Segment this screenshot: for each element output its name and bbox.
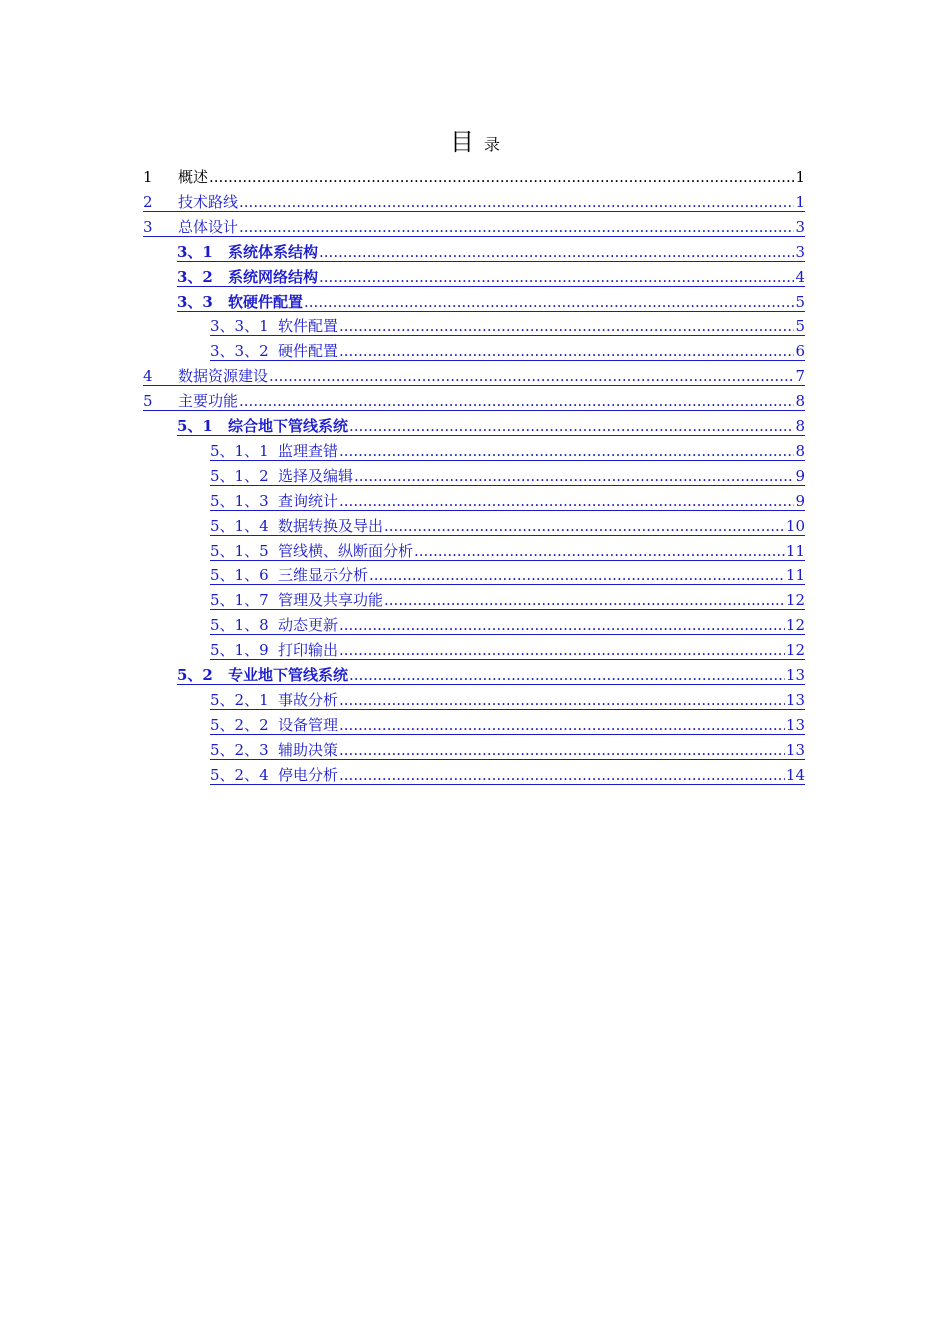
toc-entry-page-number: 4: [795, 267, 805, 286]
toc-entry-label: 技术路线: [178, 192, 239, 211]
toc-entry[interactable]: [143, 385, 805, 411]
toc-dot-leader: [354, 467, 794, 485]
toc-entry-number: 3、3、1: [210, 317, 269, 336]
toc-entry[interactable]: [210, 510, 805, 536]
toc-entry-number: 5、2: [177, 666, 213, 684]
toc-entry-label: 选择及编辑: [278, 466, 354, 485]
toc-entry[interactable]: [177, 410, 805, 436]
toc-dot-leader: [414, 542, 785, 560]
toc-entry[interactable]: [210, 609, 805, 635]
toc-entry[interactable]: [210, 435, 805, 461]
toc-entry-number: 3、3、2: [210, 342, 269, 361]
toc-entry-label: 综合地下管线系统: [228, 417, 349, 435]
toc-dot-leader: [269, 367, 794, 385]
toc-entry-page-number: 9: [795, 466, 805, 485]
toc-entry-number: 5、1、2: [210, 466, 269, 485]
toc-entry-label: 概述: [178, 168, 209, 186]
toc-entry[interactable]: [143, 211, 805, 237]
toc-entry[interactable]: [210, 535, 805, 561]
toc-entry-page-number: 12: [785, 641, 805, 660]
toc-entry-page-number: 7: [795, 367, 805, 386]
toc-dot-leader: [339, 716, 785, 734]
toc-dot-leader: [339, 442, 794, 460]
toc-entry-label: 动态更新: [278, 616, 339, 635]
toc-entry[interactable]: [210, 709, 805, 735]
toc-entry-page-number: 8: [795, 441, 805, 460]
toc-dot-leader: [319, 268, 794, 286]
toc-entry-number: 5、2、1: [210, 690, 269, 709]
toc-entry[interactable]: [210, 559, 805, 585]
toc-entry-number: 5、1、9: [210, 641, 269, 660]
toc-entry-label: 数据转换及导出: [278, 516, 384, 535]
toc-entry-page-number: 1: [795, 192, 805, 211]
toc-entry-label: 设备管理: [278, 715, 339, 734]
toc-entry-label: 系统体系结构: [228, 242, 319, 261]
toc-entry-label: 监理查错: [278, 441, 339, 460]
toc-dot-leader: [349, 666, 785, 684]
toc-title-main: 目: [449, 128, 474, 156]
toc-entry[interactable]: [210, 584, 805, 610]
toc-entry-number: 4: [143, 367, 153, 386]
toc-dot-leader: [369, 566, 785, 584]
toc-entry: [143, 161, 805, 186]
toc-entry-page-number: 5: [795, 292, 805, 311]
toc-entry-label: 专业地下管线系统: [228, 666, 349, 684]
toc-entry-number: 5、2、2: [210, 715, 269, 734]
toc-dot-leader: [384, 517, 785, 535]
toc-dot-leader: [239, 218, 794, 236]
toc-entry[interactable]: [143, 360, 805, 386]
toc-entry-number: 5、1: [177, 417, 213, 435]
toc-entry-page-number: 3: [795, 242, 805, 261]
toc-entry[interactable]: [210, 460, 805, 486]
toc-entry-number: 5、1、5: [210, 541, 269, 560]
toc-entry[interactable]: [177, 261, 805, 287]
toc-entry-page-number: 12: [785, 616, 805, 635]
toc-dot-leader: [339, 616, 785, 634]
toc-entry-label: 三维显示分析: [278, 566, 369, 585]
toc-entry[interactable]: [210, 335, 805, 361]
toc-entry[interactable]: [210, 759, 805, 785]
toc-dot-leader: [339, 766, 785, 784]
toc-entry[interactable]: [210, 310, 805, 336]
toc-dot-leader: [339, 741, 785, 759]
toc-entry-label: 总体设计: [178, 217, 239, 236]
toc-entry-page-number: 14: [785, 765, 805, 784]
toc-entry-label: 硬件配置: [278, 342, 339, 361]
toc-entry-page-number: 9: [795, 491, 805, 510]
toc-entry-number: 5、2、4: [210, 765, 269, 784]
toc-dot-leader: [304, 293, 794, 311]
toc-entry[interactable]: [143, 186, 805, 212]
toc-entry-page-number: 12: [785, 591, 805, 610]
toc-entry-page-number: 13: [785, 740, 805, 759]
toc-entry-label: 管理及共享功能: [278, 591, 384, 610]
toc-entry-number: 3、1: [177, 242, 213, 261]
toc-entry-number: 5、1、4: [210, 516, 269, 535]
toc-dot-leader: [339, 492, 794, 510]
toc-entry-label: 管线横、纵断面分析: [278, 541, 414, 560]
toc-entry-page-number: 5: [795, 317, 805, 336]
toc-entry-label: 系统网络结构: [228, 267, 319, 286]
toc-entry-number: 3: [143, 217, 153, 236]
toc-entry-label: 停电分析: [278, 765, 339, 784]
toc-dot-leader: [349, 417, 794, 435]
toc-entry-page-number: 13: [785, 666, 805, 684]
toc-entry[interactable]: [177, 659, 805, 685]
toc-entry-number: 5、1、3: [210, 491, 269, 510]
toc-entry-label: 数据资源建设: [178, 367, 269, 386]
toc-dot-leader: [319, 243, 794, 261]
toc-entry[interactable]: [210, 684, 805, 710]
toc-entry-page-number: 11: [785, 541, 805, 560]
toc-dot-leader: [384, 591, 785, 609]
toc-entry-number: 5、1、1: [210, 441, 269, 460]
toc-entry-page-number: 3: [795, 217, 805, 236]
toc-entry-page-number: 8: [795, 417, 805, 435]
toc-title-sub: 录: [483, 135, 500, 154]
toc-dot-leader: [339, 641, 785, 659]
toc-entry-number: 5、1、7: [210, 591, 269, 610]
toc-entry-page-number: 1: [795, 168, 805, 186]
toc-dot-leader: [209, 168, 794, 186]
toc-entry-label: 软件配置: [278, 317, 339, 336]
toc-dot-leader: [339, 691, 785, 709]
toc-entry-label: 主要功能: [178, 392, 239, 411]
toc-entry-number: 3、3: [177, 292, 213, 311]
toc-entry-number: 1: [143, 168, 153, 186]
toc-entry[interactable]: [177, 236, 805, 262]
toc-entry[interactable]: [177, 286, 805, 312]
toc-entry[interactable]: [210, 634, 805, 660]
toc-entry-page-number: 13: [785, 690, 805, 709]
toc-entry-page-number: 10: [785, 516, 805, 535]
toc-entry-label: 软硬件配置: [228, 292, 304, 311]
toc-entry-number: 5、1、8: [210, 616, 269, 635]
toc-entry-label: 事故分析: [278, 690, 339, 709]
toc-entry-number: 5、1、6: [210, 566, 269, 585]
toc-entry[interactable]: [210, 485, 805, 511]
toc-entry-label: 打印输出: [278, 641, 339, 660]
toc-entry[interactable]: [210, 734, 805, 760]
toc-dot-leader: [239, 193, 794, 211]
toc-entry-page-number: 11: [785, 566, 805, 585]
toc-entry-number: 5、2、3: [210, 740, 269, 759]
toc-entry-page-number: 8: [795, 392, 805, 411]
toc-title: [0, 122, 950, 157]
toc-entry-number: 3、2: [177, 267, 213, 286]
toc-entry-page-number: 6: [795, 342, 805, 361]
toc-entry-label: 查询统计: [278, 491, 339, 510]
toc-entry-page-number: 13: [785, 715, 805, 734]
toc-dot-leader: [339, 317, 794, 335]
toc-entry-label: 辅助决策: [278, 740, 339, 759]
toc-entry-number: 2: [143, 192, 153, 211]
toc-entry-number: 5: [143, 392, 153, 411]
toc-dot-leader: [239, 392, 794, 410]
toc-dot-leader: [339, 342, 794, 360]
